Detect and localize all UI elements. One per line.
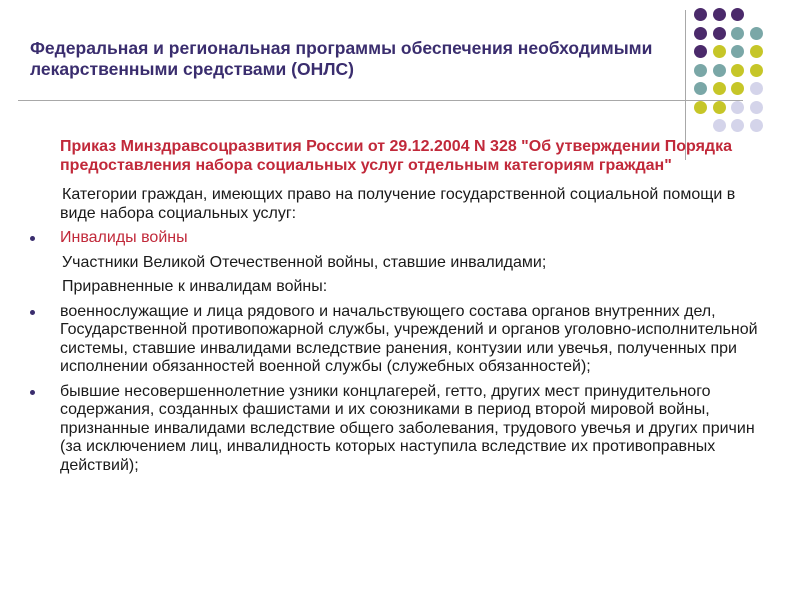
decorative-dot-grid xyxy=(694,8,784,136)
decorative-dot xyxy=(694,82,707,95)
decorative-dot xyxy=(731,82,744,95)
paragraph-text: военнослужащие и лица рядового и начальствующего состава органов внутренних дел, Государственной противопожарной службы, учреждений и органов уголовно-исполнительной системы, ставшие инвалидами вследствие ранения, контузии или увечья, полученных при исполнении обязанностей военной службы (служебных обязанностей); xyxy=(60,302,758,375)
bullet-item-servicemen xyxy=(30,303,770,377)
decorative-dot xyxy=(694,27,707,40)
paragraph-categories-intro xyxy=(30,186,770,223)
slide-title: Федеральная и региональная программы обеспечения необходимыми лекарственными средствами (ОНЛС) xyxy=(30,38,653,79)
decorative-dot xyxy=(694,45,707,58)
bullet-icon xyxy=(30,236,35,241)
paragraph-equated-to-invalids xyxy=(30,278,770,297)
decorative-dot xyxy=(731,64,744,77)
decorative-dot xyxy=(750,101,763,114)
slide-content xyxy=(30,138,770,481)
decorative-dot xyxy=(731,8,744,21)
paragraph-text: Инвалиды войны xyxy=(60,229,188,246)
decorative-dot xyxy=(713,8,726,21)
decorative-dot xyxy=(713,64,726,77)
decorative-dot xyxy=(713,27,726,40)
bullet-icon xyxy=(30,390,35,395)
bullet-icon xyxy=(30,310,35,315)
decorative-dot xyxy=(713,101,726,114)
decorative-dot xyxy=(713,45,726,58)
bullet-item-former-prisoners xyxy=(30,383,770,476)
decorative-dot xyxy=(750,119,763,132)
decorative-dot xyxy=(731,27,744,40)
bullet-item-war-invalids xyxy=(30,229,770,248)
decorative-dot xyxy=(731,101,744,114)
paragraph-text: Участники Великой Отечественной войны, ставшие инвалидами; xyxy=(62,253,547,271)
decorative-dot xyxy=(731,119,744,132)
paragraph-text: Приравненные к инвалидам войны: xyxy=(62,278,328,295)
decorative-dot xyxy=(694,101,707,114)
decorative-dot xyxy=(750,27,763,40)
decorative-dot xyxy=(694,64,707,77)
decorative-dot xyxy=(731,45,744,58)
decorative-dot xyxy=(713,82,726,95)
order-reference: Приказ Минздравсоцразвития России от 29.12.2004 N 328 "Об утверждении Порядка предоставления набора социальных услуг отдельным категориям граждан" xyxy=(60,138,732,174)
paragraph-wwii-participants xyxy=(30,254,770,273)
decorative-dot xyxy=(750,82,763,95)
decorative-dot xyxy=(713,119,726,132)
decorative-dot xyxy=(694,8,707,21)
paragraph-text: бывшие несовершеннолетние узники концлагерей, гетто, других мест принудительного содержания, созданных фашистами и их союзниками в период второй мировой войны, признанные инвалидами вследствие общего заболевания, трудового увечья и других причин (за исключением лиц, инвалидность которых наступила вследствие их противоправных действий); xyxy=(60,382,755,474)
decorative-dot xyxy=(750,64,763,77)
horizontal-divider xyxy=(18,100,743,101)
decorative-dot xyxy=(750,45,763,58)
paragraph-text: Категории граждан, имеющих право на получение государственной социальной помощи в виде набора социальных услуг: xyxy=(60,186,736,222)
